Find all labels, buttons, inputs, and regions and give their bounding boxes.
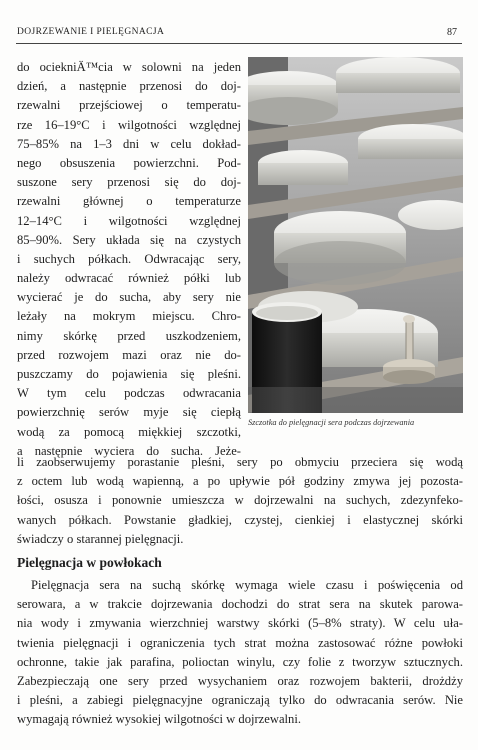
text-line: świadczy o starannej pielęgnacji. <box>17 531 184 546</box>
figure-caption: Szczotka do pielęgnacji sera podczas dojrzewania <box>248 418 415 427</box>
text-line: nimy skórkę przed uszkodzeniem, <box>17 328 241 343</box>
text-line: Pielęgnacja sera na suchą skórkę wymaga wiele czasu i poświęcenia od <box>31 578 463 592</box>
text-line: należy odwracać również półki lub <box>17 271 241 286</box>
text-line: do ociekniÄ™cia w solowni na jeden <box>17 60 241 74</box>
text-line: dzień, a następnie przenosi do doj- <box>17 79 241 94</box>
text-line: przed rozwojem mazi oraz nie do- <box>17 347 241 362</box>
text-line: twienia pielęgnacji i ograniczenia tych strat można zastosować różne powłoki <box>17 635 463 650</box>
text-line: puszczamy do pojawienia się pleśni. <box>17 367 241 381</box>
text-line: powierzchnię serów myje się ciepłą <box>17 405 241 420</box>
text-line: rze 16–19°C i wilgotności względnej <box>17 117 241 132</box>
text-line: leżały na mokrym miejscu. Chro- <box>17 309 241 324</box>
text-line: rzewalni głównej o temperaturze <box>17 194 241 209</box>
cheese-ripening-photo <box>248 57 463 413</box>
text-line: 85–90%. Sery układa się na czystych <box>17 232 241 247</box>
full-width-text <box>17 453 463 549</box>
text-line: wycierać je do sucha, aby sery nie <box>17 290 241 305</box>
photo-illustration <box>248 57 463 413</box>
section-text <box>17 576 463 730</box>
text-line: z octem lub wodą wapienną, a po upływie pół godziny zmywa jej pozosta- <box>17 474 463 489</box>
text-line: W tym celu podczas odwracania <box>17 386 241 401</box>
text-line: i pleśni, a zabiegi pielęgnacyjne ograniczają tylko do odwracania serów. Nie <box>17 693 463 708</box>
section-heading: Pielęgnacja w powłokach <box>17 555 162 570</box>
text-line: suszone sery przenosi się do doj- <box>17 175 241 190</box>
header-rule <box>16 43 462 44</box>
text-line: nego obsuszenia powierzchni. Pod- <box>17 155 241 170</box>
text-line: nia wody i zmywania wierzchniej warstwy skórki (5–8% straty). W celu uła- <box>17 616 463 631</box>
text-line: i suchych półkach. Odwracając sery, <box>17 251 241 266</box>
column-text <box>17 58 241 461</box>
text-line: 75–85% na 1–3 dni w celu dokład- <box>17 136 241 151</box>
text-line: wodą za pomocą miękkiej szczotki, <box>17 424 241 439</box>
text-line: wanych półkach. Powstanie gładkiej, czystej, cienkiej i elastycznej skórki <box>17 512 463 527</box>
running-head: DOJRZEWANIE I PIELĘGNACJA <box>17 27 165 37</box>
text-line: rzewalni przejściowej o temperatu- <box>17 98 241 113</box>
text-line: serowara, a w trakcie dojrzewania dochodzi do strat sera na skutek parowa- <box>17 597 463 612</box>
text-line: ochronne, takie jak parafina, polioctan winylu, czy folie z tworzyw sztucznych. <box>17 654 463 669</box>
page-number: 87 <box>447 27 457 38</box>
text-line: 12–14°C i wilgotności względnej <box>17 213 241 228</box>
text-line: łości, osusza i ponownie umieszcza w dojrzewalni na suchych, zdezynfeko- <box>17 493 463 508</box>
text-line: wymagają również wysokiej wilgotności w dojrzewalni. <box>17 712 301 727</box>
text-line: li zaobserwujemy porastanie pleśni, sery po obmyciu przeciera się wodą <box>17 455 463 469</box>
text-line: a następnie wyciera do sucha. Jeże- <box>17 443 241 458</box>
text-line: Zabezpieczają one sery przed wysychaniem oraz rozwojem bakterii, drożdży <box>17 673 463 688</box>
